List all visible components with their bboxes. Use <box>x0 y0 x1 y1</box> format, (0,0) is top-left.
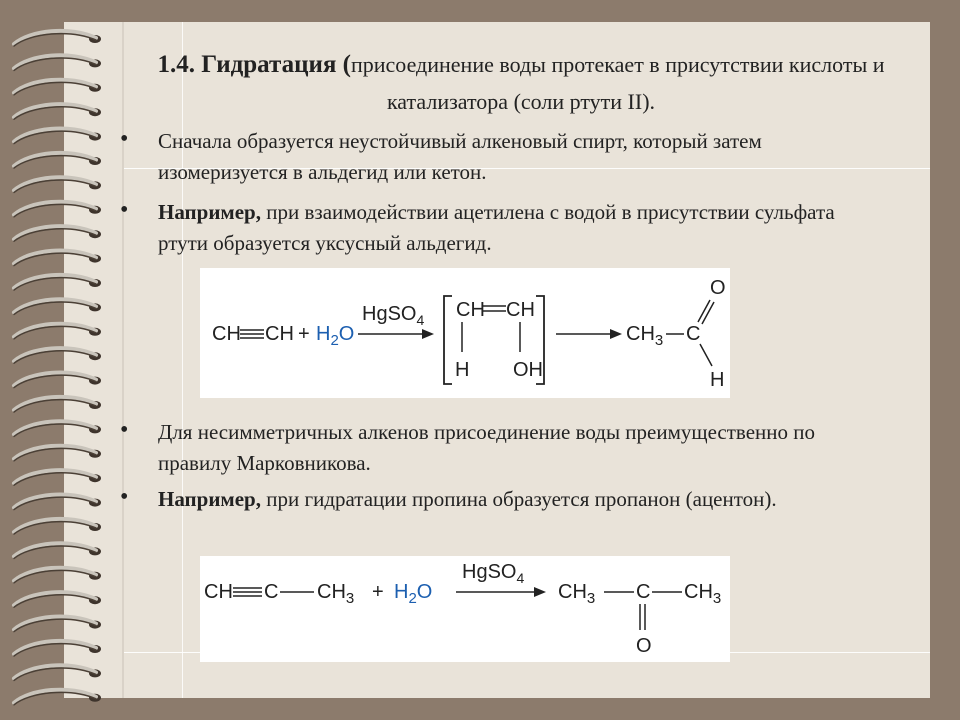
title-number: 1.4. Гидратация ( <box>157 51 351 78</box>
eq2-product-ch3-right: $CH_3$ <box>684 581 722 607</box>
eq1-water: $H_2O$ <box>316 323 355 349</box>
eq1-product-h: H <box>710 369 725 391</box>
spiral-ring <box>14 153 101 168</box>
spiral-ring <box>14 348 101 363</box>
spiral-ring <box>14 543 101 558</box>
eq1-inter-oh: OH <box>513 359 543 381</box>
spiral-ring <box>14 31 101 46</box>
spiral-ring <box>14 104 101 119</box>
eq2-product-o: O <box>636 635 652 657</box>
eq1-inter-right: CH <box>506 299 535 321</box>
spiral-ring <box>14 226 101 241</box>
spiral-binding <box>0 0 120 720</box>
bullet-text: Сначала образуется неустойчивый алкеновый спирт, который затем изомеризуется в альдегид или кетон. <box>158 129 762 184</box>
eq1-inter-left: CH <box>456 299 485 321</box>
spiral-ring <box>14 202 101 217</box>
spiral-ring <box>14 568 101 583</box>
eq2-plus: + <box>372 581 384 603</box>
spiral-ring <box>14 470 101 485</box>
eq1-product-o: O <box>710 277 726 299</box>
eq2-catalyst: HgSO$_4$ <box>462 561 525 586</box>
eq1-product-ch3: $CH_3$ <box>626 323 664 349</box>
eq1-catalyst: HgSO$_4$ <box>362 303 425 328</box>
eq2-reactant-c: C <box>264 581 279 603</box>
eq2-reactant-ch3: $CH_3$ <box>317 581 355 607</box>
slide-title <box>126 48 916 122</box>
spiral-ring <box>14 55 101 70</box>
spiral-ring <box>14 80 101 95</box>
spiral-ring <box>14 494 101 509</box>
spiral-ring <box>14 177 101 192</box>
spiral-ring <box>14 641 101 656</box>
bullet-icon: • <box>120 126 129 152</box>
bullet-text: Например, при взаимодействии ацетилена с водой в присутствии сульфата ртути образуется уксусный альдегид. <box>158 200 835 255</box>
spiral-ring <box>14 446 101 461</box>
spiral-ring <box>14 250 101 265</box>
spiral-ring <box>14 324 101 339</box>
bullet-icon: • <box>120 484 129 510</box>
eq1-plus: + <box>298 323 310 345</box>
eq2-product-c: C <box>636 581 651 603</box>
eq1-reactant-right: CH <box>265 323 294 345</box>
eq1-inter-h: H <box>455 359 470 381</box>
spiral-ring <box>14 299 101 314</box>
margin-line-inner <box>182 22 183 698</box>
eq1-reactant-left: CH <box>212 323 241 345</box>
spiral-ring <box>14 372 101 387</box>
spiral-ring <box>14 616 101 631</box>
eq2-reactant-ch: CH <box>204 581 233 603</box>
spiral-ring <box>14 592 101 607</box>
spiral-ring <box>14 397 101 412</box>
spiral-ring <box>14 665 101 680</box>
eq1-product-c: C <box>686 323 701 345</box>
spiral-ring <box>14 421 101 436</box>
spiral-ring <box>14 128 101 143</box>
bullet-icon: • <box>120 417 129 443</box>
equation-propyne-hydration <box>200 556 730 662</box>
spiral-ring <box>14 275 101 290</box>
bullet-text: Для несимметричных алкенов присоединение воды преимущественно по правилу Марковникова. <box>158 420 815 475</box>
title-description: присоединение воды протекает в присутствии кислоты и катализатора (соли ртути II). <box>351 52 885 114</box>
eq2-water: $H_2O$ <box>394 581 433 607</box>
eq2-product-ch3-left: $CH_3$ <box>558 581 596 607</box>
spiral-ring <box>14 519 101 534</box>
bullet-text: Например, при гидратации пропина образуется пропанон (ацентон). <box>158 487 777 511</box>
equation-acetylene-hydration <box>200 268 730 398</box>
bullet-icon: • <box>120 197 129 223</box>
spiral-ring <box>14 690 101 705</box>
